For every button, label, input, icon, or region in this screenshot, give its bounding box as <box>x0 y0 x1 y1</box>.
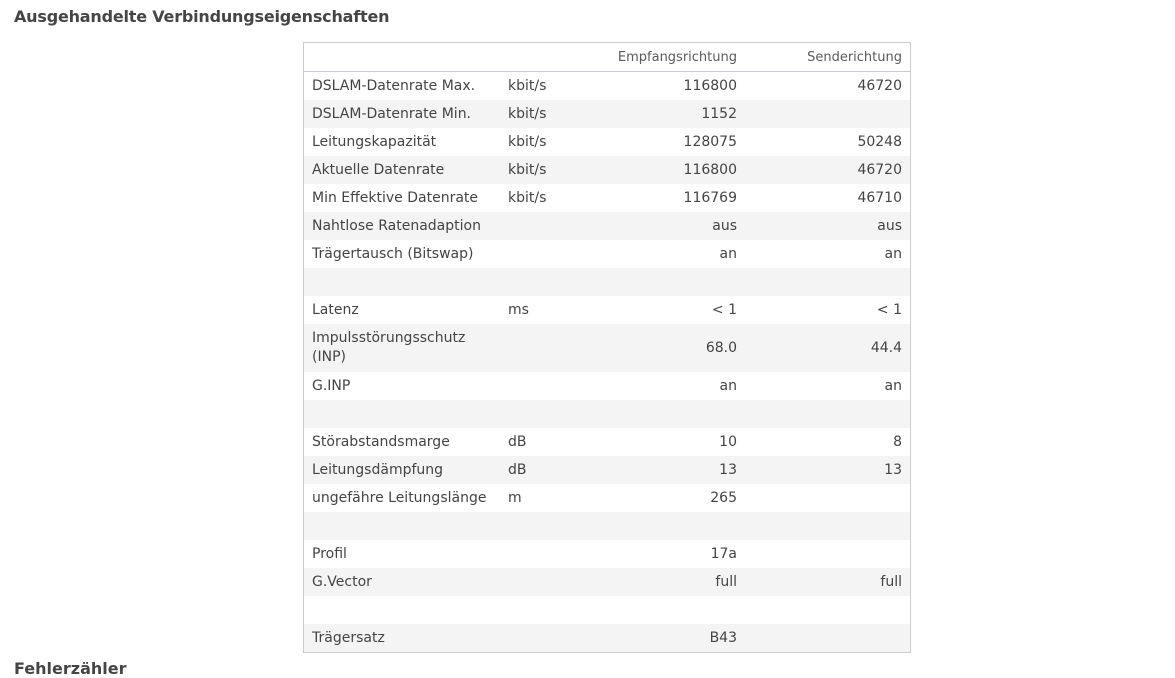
row-label: Min Effektive Datenrate <box>304 184 500 212</box>
row-downstream-value: 116800 <box>580 156 745 184</box>
row-unit <box>500 212 580 240</box>
row-unit: kbit/s <box>500 128 580 156</box>
row-label: Trägertausch (Bitswap) <box>304 240 500 268</box>
row-upstream-value <box>745 540 910 568</box>
row-upstream-value: an <box>745 372 910 400</box>
row-label: DSLAM-Datenrate Max. <box>304 72 500 101</box>
row-unit: m <box>500 484 580 512</box>
table-row <box>304 568 910 596</box>
table-row <box>304 324 910 372</box>
table-row <box>304 428 910 456</box>
table-row <box>304 624 910 652</box>
row-unit <box>500 624 580 652</box>
row-label <box>304 268 500 296</box>
row-downstream-value <box>580 512 745 540</box>
row-downstream-value: 68.0 <box>580 324 745 372</box>
row-upstream-value: aus <box>745 212 910 240</box>
row-downstream-value <box>580 400 745 428</box>
row-downstream-value: 128075 <box>580 128 745 156</box>
row-upstream-value <box>745 484 910 512</box>
table-row <box>304 72 910 101</box>
row-label <box>304 596 500 624</box>
table-row <box>304 540 910 568</box>
row-label: Störabstandsmarge <box>304 428 500 456</box>
row-unit <box>500 268 580 296</box>
row-unit <box>500 324 580 372</box>
row-upstream-value <box>745 512 910 540</box>
row-upstream-value: 13 <box>745 456 910 484</box>
row-upstream-value <box>745 596 910 624</box>
row-downstream-value <box>580 268 745 296</box>
row-downstream-value: 17a <box>580 540 745 568</box>
row-unit: kbit/s <box>500 184 580 212</box>
row-upstream-value: 46710 <box>745 184 910 212</box>
row-unit: kbit/s <box>500 100 580 128</box>
table-row <box>304 128 910 156</box>
row-unit <box>500 512 580 540</box>
row-downstream-value: 10 <box>580 428 745 456</box>
table-row-spacer <box>304 512 910 540</box>
header-label <box>304 43 500 72</box>
row-upstream-value: 8 <box>745 428 910 456</box>
row-unit: dB <box>500 428 580 456</box>
table-row <box>304 484 910 512</box>
next-section-title: Fehlerzähler <box>14 659 127 678</box>
row-downstream-value: an <box>580 372 745 400</box>
row-upstream-value: 44.4 <box>745 324 910 372</box>
table-row-spacer <box>304 596 910 624</box>
row-unit: dB <box>500 456 580 484</box>
row-downstream-value: aus <box>580 212 745 240</box>
row-label: Latenz <box>304 296 500 324</box>
header-downstream: Empfangsrichtung <box>580 43 745 72</box>
header-upstream: Senderichtung <box>745 43 910 72</box>
row-unit <box>500 240 580 268</box>
row-upstream-value <box>745 400 910 428</box>
row-downstream-value: 1152 <box>580 100 745 128</box>
row-downstream-value <box>580 596 745 624</box>
row-label <box>304 512 500 540</box>
row-downstream-value: 13 <box>580 456 745 484</box>
connection-properties-table <box>303 42 911 653</box>
row-label <box>304 400 500 428</box>
table-row-spacer <box>304 268 910 296</box>
row-downstream-value: full <box>580 568 745 596</box>
table-row-spacer <box>304 400 910 428</box>
row-unit <box>500 400 580 428</box>
row-label: G.INP <box>304 372 500 400</box>
row-label: ungefähre Leitungslänge <box>304 484 500 512</box>
row-unit: kbit/s <box>500 156 580 184</box>
row-upstream-value: 50248 <box>745 128 910 156</box>
table-row <box>304 212 910 240</box>
row-unit <box>500 596 580 624</box>
table-row <box>304 372 910 400</box>
row-unit <box>500 568 580 596</box>
row-label: Impulsstörungsschutz (INP) <box>304 324 500 372</box>
row-label: G.Vector <box>304 568 500 596</box>
row-label: Aktuelle Datenrate <box>304 156 500 184</box>
row-upstream-value: 46720 <box>745 72 910 101</box>
section-title: Ausgehandelte Verbindungseigenschaften <box>14 7 390 26</box>
row-upstream-value <box>745 100 910 128</box>
row-label: Trägersatz <box>304 624 500 652</box>
row-downstream-value: an <box>580 240 745 268</box>
row-label: DSLAM-Datenrate Min. <box>304 100 500 128</box>
row-label: Profil <box>304 540 500 568</box>
table-row <box>304 296 910 324</box>
table-row <box>304 156 910 184</box>
row-upstream-value <box>745 268 910 296</box>
row-unit: kbit/s <box>500 72 580 101</box>
table-row <box>304 184 910 212</box>
row-downstream-value: 265 <box>580 484 745 512</box>
table-row <box>304 100 910 128</box>
row-upstream-value: full <box>745 568 910 596</box>
row-downstream-value: 116800 <box>580 72 745 101</box>
row-label: Leitungskapazität <box>304 128 500 156</box>
row-unit: ms <box>500 296 580 324</box>
row-downstream-value: < 1 <box>580 296 745 324</box>
table-row <box>304 240 910 268</box>
row-upstream-value: 46720 <box>745 156 910 184</box>
row-downstream-value: 116769 <box>580 184 745 212</box>
row-downstream-value: B43 <box>580 624 745 652</box>
row-upstream-value: < 1 <box>745 296 910 324</box>
row-upstream-value: an <box>745 240 910 268</box>
row-unit <box>500 372 580 400</box>
row-unit <box>500 540 580 568</box>
row-label: Nahtlose Ratenadaption <box>304 212 500 240</box>
row-upstream-value <box>745 624 910 652</box>
table-header-row <box>304 43 910 72</box>
row-label: Leitungsdämpfung <box>304 456 500 484</box>
header-unit <box>500 43 580 72</box>
table-row <box>304 456 910 484</box>
